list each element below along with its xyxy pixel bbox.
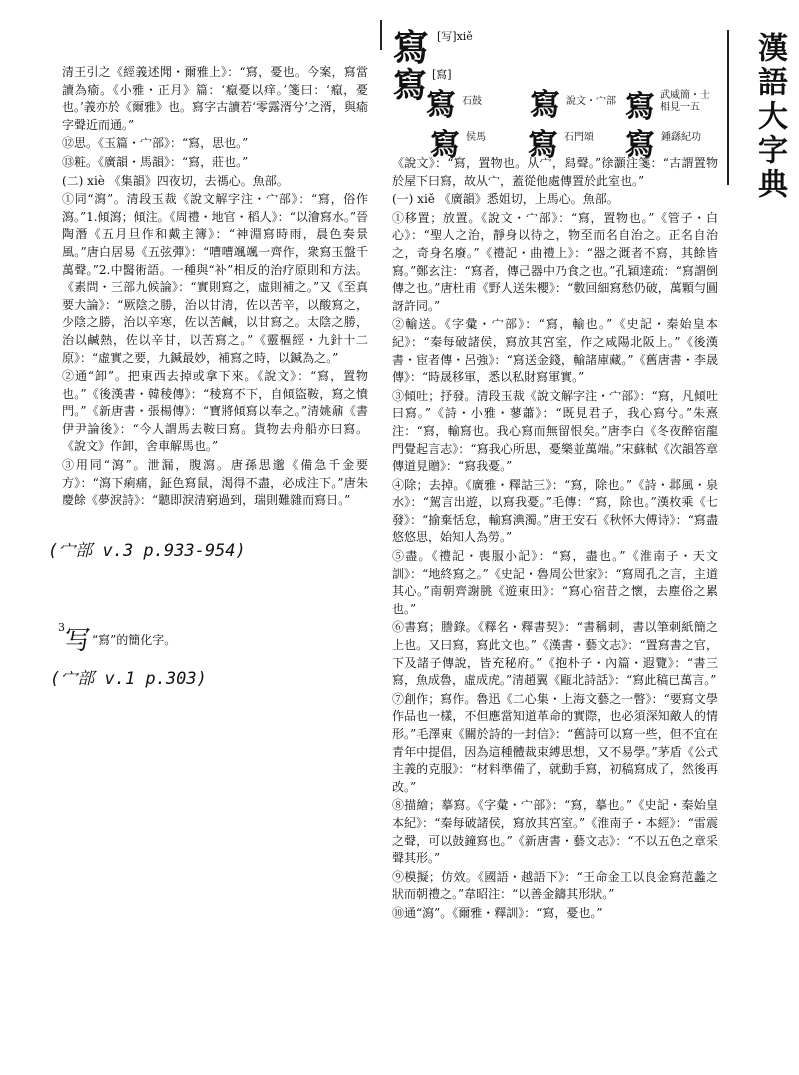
right-paragraph: ⑦創作；寫作。魯迅《二心集・上海文藝之一瞥》：“要寫文學作品也一樣，不但應當知道革命的實際，也必須深知敵人的情形。”毛澤東《關於詩的一封信》：“舊詩可以寫一些，但不宜在青年中提倡，因為這種體裁束縛思想，又不易學。”茅盾《公式主義的克服》：“材料準備了，就動手寫，初稿寫成了，然後再改。” bbox=[392, 691, 718, 794]
headword-main-note: [写]xiě bbox=[437, 30, 473, 43]
right-paragraph: ⑨模擬；仿效。《國語・越語下》：“王命金工以良金寫范蠡之狀而朝禮之。”韋昭注：“以善金鑄其形狀。” bbox=[392, 869, 718, 902]
right-column bbox=[392, 155, 718, 924]
right-paragraph: ⑥書寫；謄錄。《釋名・釋書契》：“書稱刺，書以筆刺紙簡之上也。又曰寫，寫此文也。”《漢書・藝文志》：“置寫書之官，下及諸子傳說，皆充秘府。”《抱朴子・內篇・遐覽》：“書三寫，魚成魯，虛成虎。”清趙翼《甌北詩話》：“寫此稿已萬言。” bbox=[392, 620, 718, 688]
left-paragraph: ⑬粧。《廣韻・馬韻》：“寫，莊也。” bbox=[62, 154, 249, 169]
form-glyph: 寫 bbox=[530, 88, 560, 123]
entry2-sup: 3 bbox=[58, 621, 65, 634]
form-glyph: 寫 bbox=[625, 90, 655, 125]
entry2-headword bbox=[58, 620, 91, 657]
right-paragraph: ⑩通“瀉”。《爾雅・釋訓》：“寫，憂也。” bbox=[392, 905, 603, 920]
left-paragraph: ②通“卸”。把東西去掉或拿下來。《說文》：“寫，置物也。”《後漢書・韓稜傳》：“稜寫不下，自傾盜鞍，寫之憤門。”《新唐書・張楊傳》：“寶將傾寫以奉之。”清姚鼐《書伊尹論後》：“今人謂馬去鞍曰寫。貨物去舟船亦曰寫。《說文》作卸，舍車解馬也。” bbox=[62, 369, 368, 454]
headword-variant-note: [寫] bbox=[432, 68, 452, 81]
right-paragraph: (一) xiě 《廣韻》悉姐切，上馬心。魚部。 bbox=[392, 192, 619, 207]
form-source: 武威簡・士相見一五 bbox=[660, 90, 710, 113]
handwritten-note: (宀部 v.1 p.303) bbox=[50, 669, 207, 689]
headword-variant: 寫 bbox=[393, 66, 427, 106]
form-source: 石門頌 bbox=[564, 132, 594, 143]
right-paragraph: 《說文》：“寫，置物也。从宀，舄聲。”徐灝注箋：“古謂置物於屋下曰寫，故从宀，蓋從他處傳置於此室也。” bbox=[392, 156, 718, 188]
form-glyph: 寫 bbox=[430, 128, 460, 163]
form-glyph: 寫 bbox=[528, 128, 558, 163]
entry2-char: 写 bbox=[65, 626, 92, 656]
right-paragraph: ①移置；放置。《說文・宀部》：“寫，置物也。”《管子・白心》：“聖人之治，靜身以待之，物至而名自治之。正名自治之，奇身名廢。”《禮記・曲禮上》：“器之溉者不寫，其餘皆寫。”鄭玄注：“寫者，傳己器中乃食之也。”孔穎達疏：“寫謂倒傳之也。”唐杜甫《野人送朱櫻》：“數回細寫愁仍破，萬顆勻圓訝許同。” bbox=[392, 210, 718, 313]
right-paragraph: ⑤盡。《禮記・喪服小記》：“寫，盡也。”《淮南子・天文訓》：“地終寫之。”《史記・魯周公世家》：“寫周孔之言，主道其心。”南朝齊謝朓《遊東田》：“寫心宿昔之懷，去塵俗之累也。” bbox=[392, 549, 718, 616]
vertical-rule-headword bbox=[380, 20, 382, 50]
form-source: 鍾繇紀功 bbox=[661, 132, 701, 143]
left-column bbox=[62, 64, 368, 511]
left-paragraph: 清王引之《經義述聞・爾雅上》：“寫，憂也。今案，寫當讀為瘉。《小雅・正月》篇：‘癙憂以痒。’箋曰：‘癙，憂也。’義亦於《爾雅》也。寫字古讀若‘零露湑兮’之湑，與瘉字聲近而通。” bbox=[62, 65, 368, 132]
left-paragraph: ①同“瀉”。清段玉裁《說文解字注・宀部》：“寫，俗作瀉。”1.傾瀉；傾注。《周禮・地官・稻人》：“以澮寫水。”晉陶潛《五月旦作和戴主簿》：“神淵寫時雨，晨色奏景風。”唐白居易《五弦彈》：“嘈嘈颯颯一齊作，衆寫玉盤千萬聲。”2.中醫術語。一種與“补”相反的治疗原則和方法。《素問・三部九候論》：“實則寫之，虛則補之。”又《至真要大論》：“厥陰之勝，治以甘清，佐以苦辛，以酸寫之，少陰之勝，治以辛寒，佐以苦鹹，以甘寫之。太陰之勝，治以鹹熱，佐以辛甘，以苦寫之。”《靈樞經・九針十二原》：“虛實之要，九鍼最妙，補寫之時，以鍼為之。” bbox=[62, 192, 368, 365]
form-glyph: 寫 bbox=[625, 128, 655, 163]
form-source: 說文・宀部 bbox=[566, 96, 616, 107]
left-paragraph: ⑫思。《玉篇・宀部》：“寫，思也。” bbox=[62, 136, 249, 151]
left-paragraph: (二) xiè 《集韻》四夜切，去禡心。魚部。 bbox=[62, 173, 289, 188]
left-paragraph: ③用同“瀉”。泄漏，腹瀉。唐孫思邈《備急千金要方》：“瀉下痢痛，鉦色寫鼠，渴得不盡，必成注下。”唐朱慶餘《夢淚詩》：“聽即淚清窮過到，瑞則難雜而寫日。” bbox=[62, 458, 368, 508]
entry2-definition: “寫”的簡化字。 bbox=[92, 633, 177, 647]
right-paragraph: ④除；去掉。《廣雅・釋詁三》：“寫，除也。”《詩・邶風・泉水》：“駕言出遊，以寫我憂。”毛傳：“寫，除也。”漢枚乘《七發》：“揄棄恬怠，輸寫淟濁。”唐王安石《秋怀大傅诗》：“寫盡悠悠思，始知人為勞。” bbox=[392, 477, 718, 545]
right-paragraph: ③傾吐；抒發。清段玉裁《說文解字注・宀部》：“寫，凡傾吐曰寫。”《詩・小雅・蓼蕭》：“既見君子，我心寫兮。”朱熹注：“寫，輸寫也。我心寫而無留恨矣。”唐李白《冬夜醉宿龍門覺起言志》：“寫我心所思，憂樂並萬端。”宋蘇軾《次韻答章傳道見贈》：“寫我憂。” bbox=[392, 388, 718, 474]
headword-main: 寫 bbox=[393, 27, 430, 69]
handwritten-note: (宀部 v.3 p.933-954) bbox=[48, 541, 246, 561]
right-paragraph: ②輸送。《字彙・宀部》：“寫，輸也。”《史記・秦始皇本紀》：“秦每破諸侯，寫放其宮室，作之咸陽北阪上。”《後漢書・宦者傳・呂強》：“寫送金錢，輸諸庫藏。”《舊唐書・李晟傳》：“時晟移軍，悉以私財寫軍實。” bbox=[392, 317, 718, 385]
vertical-rule-title bbox=[727, 30, 729, 185]
form-source: 石鼓 bbox=[462, 96, 482, 107]
form-source: 侯馬 bbox=[466, 132, 486, 143]
form-glyph: 寫 bbox=[426, 88, 456, 123]
dictionary-title: 漢語大字典 bbox=[752, 32, 787, 202]
right-paragraph: ⑧描繪；摹寫。《字彙・宀部》：“寫，摹也。”《史記・秦始皇本紀》：“秦每破諸侯，寫放其宮室。”《淮南子・本經》：“雷震之聲，可以鼓鐘寫也。”《新唐書・藝文志》：“不以五色之章采聲其形。” bbox=[392, 798, 718, 866]
